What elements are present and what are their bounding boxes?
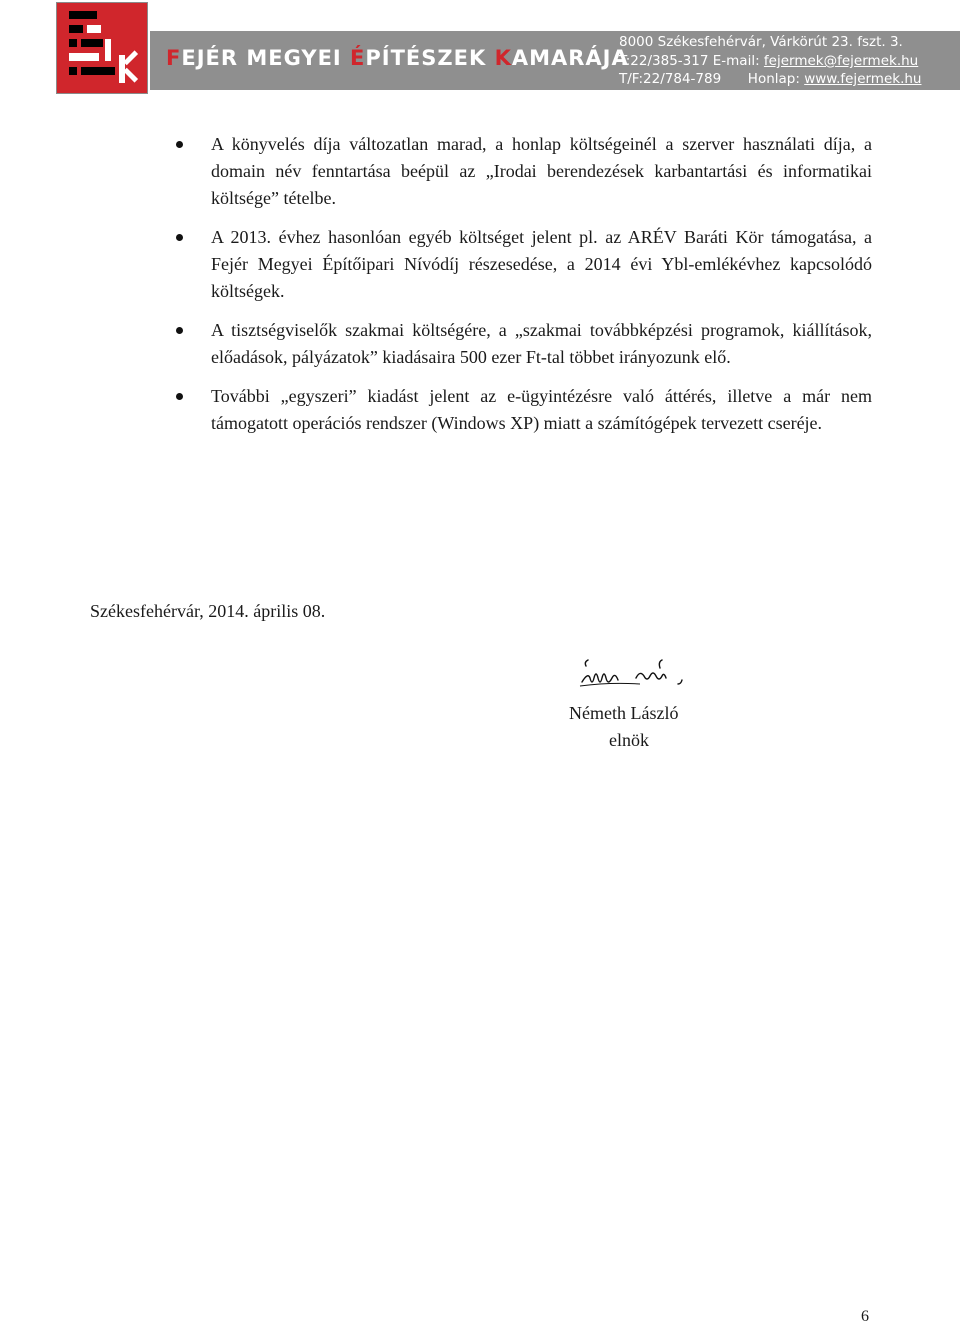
web-label: Honlap: bbox=[747, 71, 800, 87]
fax-text: T/F:22/784-789 bbox=[619, 71, 722, 87]
place-date: Székesfehérvár, 2014. április 08. bbox=[90, 601, 326, 621]
signature-icon bbox=[578, 656, 690, 696]
contact-fax-web bbox=[619, 71, 921, 87]
org-name bbox=[166, 46, 629, 70]
bullet-text: A 2013. évhez hasonlóan egyéb költséget jelent pl. az ARÉV Baráti Kör támogatása, a Fejér Megyei Építőipari Nívódíj részesedése, a 2014 évi Ybl-emlékévhez kapcsolódó költségek. bbox=[211, 227, 872, 301]
page-number: 6 bbox=[861, 1308, 869, 1325]
contact-address: 8000 Székesfehérvár, Várkörút 23. fszt. 3. bbox=[619, 34, 903, 50]
phone-text: T:22/385-317 bbox=[619, 53, 709, 69]
bullet-text: A tisztségviselők szakmai költségére, a „szakmai továbbképzési programok, kiállítások, előadások, pályázatok” kiadásaira 500 ezer Ft-tal többet irányozunk elő. bbox=[211, 320, 872, 367]
chamber-logo bbox=[56, 2, 148, 94]
email-link[interactable]: fejermek@fejermek.hu bbox=[763, 53, 919, 69]
budget-notes-list bbox=[176, 131, 872, 449]
email-label: E-mail: bbox=[712, 53, 760, 69]
list-item bbox=[176, 383, 872, 437]
bullet-text: További „egyszeri” kiadást jelent az e-ügyintézésre való áttérés, illetve a már nem támogatott operációs rendszer (Windows XP) miatt a számítógépek tervezett cseréje. bbox=[211, 386, 872, 433]
org-name-part: PÍTÉSZEK bbox=[365, 46, 495, 70]
bullet-icon bbox=[176, 141, 183, 148]
signer-role: elnök bbox=[609, 730, 649, 750]
bullet-icon bbox=[176, 327, 183, 334]
signer-name: Németh László bbox=[569, 703, 679, 723]
list-item bbox=[176, 131, 872, 212]
web-link[interactable]: www.fejermek.hu bbox=[804, 71, 922, 87]
list-item bbox=[176, 224, 872, 305]
org-name-part: AMARÁJA bbox=[511, 46, 629, 70]
contact-phone-email bbox=[619, 53, 918, 69]
org-name-part: F bbox=[166, 46, 182, 70]
org-name-part: K bbox=[494, 46, 512, 70]
bullet-text: A könyvelés díja változatlan marad, a honlap költségeinél a szerver használati díja, a domain név fenntartása beépül az „Irodai berendezések karbantartási és informatikai költsége” tételbe. bbox=[211, 134, 872, 208]
bullet-icon bbox=[176, 234, 183, 241]
org-name-part: É bbox=[350, 46, 366, 70]
org-name-part: EJÉR MEGYEI bbox=[181, 46, 351, 70]
list-item bbox=[176, 317, 872, 371]
bullet-icon bbox=[176, 393, 183, 400]
